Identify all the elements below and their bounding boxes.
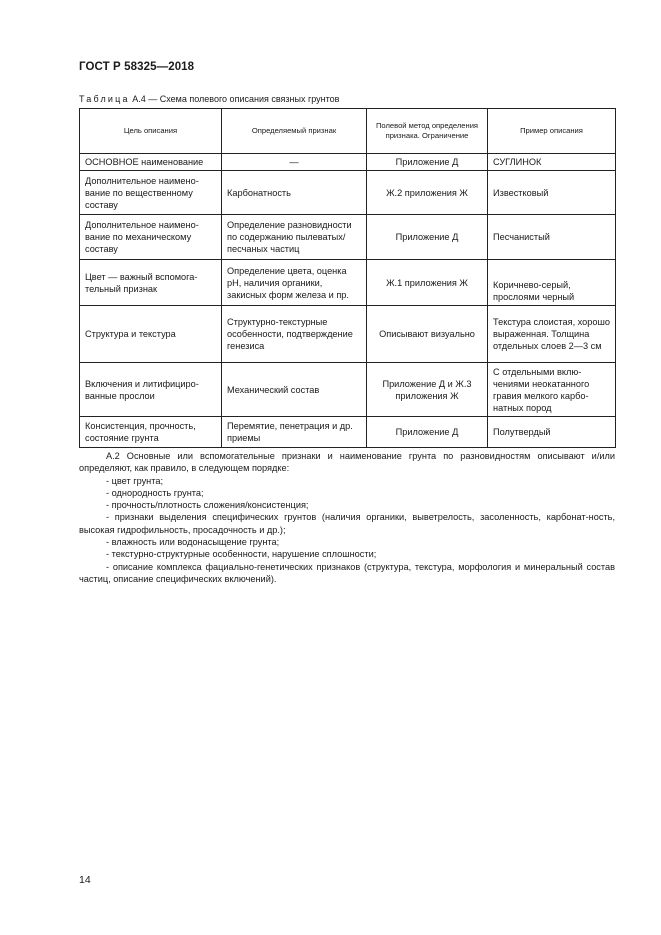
list-item: - влажность или водонасыщение грунта; [106, 537, 280, 548]
list-item: - однородность грунта; [106, 487, 204, 498]
table-row [80, 417, 616, 448]
table-cell: Структурно-текстурные особенности, подтверждение генезиса [222, 306, 367, 363]
table-row [80, 306, 616, 363]
list-item: - описание комплекса фациально-генетических признаков (структура, текстура, морфология и минеральный состав частиц, описание специфических включений). [79, 561, 615, 584]
column-header: Цель описания [80, 109, 222, 154]
paragraph-intro: А.2 Основные или вспомогательные признаки и наименование грунта по разновидностям описывают и/или определяют, как правило, в следующем порядке: [79, 451, 615, 474]
table-cell: СУГЛИНОК [488, 154, 616, 171]
table-row [80, 154, 616, 171]
table-cell: Дополнительное наимено-вание по механическому составу [80, 215, 222, 260]
table-cell: Структура и текстура [80, 306, 222, 363]
table-cell: Описывают визуально [367, 306, 488, 363]
table-cell: Консистенция, прочность, состояние грунта [80, 417, 222, 448]
table-cell: Полутвердый [488, 417, 616, 448]
table-cell: — [222, 154, 367, 171]
table-row [80, 215, 616, 260]
table-cell: Включения и литифициро-ванные прослои [80, 363, 222, 417]
list-item: - прочность/плотность сложения/консистенция; [106, 500, 309, 511]
table-row [80, 171, 616, 215]
table-cell: Определение разновидности по содержанию пылеватых/ песчаных частиц [222, 215, 367, 260]
column-header: Полевой метод определения признака. Ограничение [367, 109, 488, 154]
table-cell: Карбонатность [222, 171, 367, 215]
table-row [80, 363, 616, 417]
caption-text: — Схема полевого описания связных грунтов [148, 94, 340, 104]
table-cell: Приложение Д [367, 215, 488, 260]
field-description-table [79, 108, 616, 448]
table-caption [79, 94, 339, 104]
column-header: Определяемый признак [222, 109, 367, 154]
table-cell: Механический состав [222, 363, 367, 417]
table-cell: Цвет — важный вспомога-тельный признак [80, 260, 222, 306]
table-cell: Известковый [488, 171, 616, 215]
list-item: - текстурно-структурные особенности, нарушение сплошности; [106, 549, 377, 560]
table-row [80, 260, 616, 306]
list-item: - признаки выделения специфических грунтов (наличия органики, выветрелость, засоленность, карбонат-ность, высокая гидрофильность, просадочность и др.); [79, 512, 615, 535]
table-cell: Дополнительное наимено-вание по вещественному составу [80, 171, 222, 215]
caption-number: А.4 [132, 94, 146, 104]
table-cell: Приложение Д и Ж.3 приложения Ж [367, 363, 488, 417]
table-cell: ОСНОВНОЕ наименование [80, 154, 222, 171]
list-item: - цвет грунта; [106, 475, 164, 486]
body-text [79, 450, 615, 585]
table-cell: С отдельными вклю-чениями неокатанного гравия мелкого карбо-натных пород [488, 363, 616, 417]
table-cell: Ж.1 приложения Ж [367, 260, 488, 306]
table-cell: Приложение Д [367, 417, 488, 448]
table-cell: Коричнево-серый, прослоями черный [488, 260, 616, 306]
table-cell: Определение цвета, оценка рН, наличия органики, закисных форм железа и пр. [222, 260, 367, 306]
table-header-row [80, 109, 616, 154]
table-cell: Перемятие, пенетрация и др. приемы [222, 417, 367, 448]
table-cell: Песчанистый [488, 215, 616, 260]
table-cell: Приложение Д [367, 154, 488, 171]
caption-prefix: Таблица [79, 94, 130, 104]
page-number: 14 [79, 874, 91, 886]
table-cell: Текстура слоистая, хорошо выраженная. Толщина отдельных слоев 2—3 см [488, 306, 616, 363]
column-header: Пример описания [488, 109, 616, 154]
document-header: ГОСТ Р 58325—2018 [79, 61, 195, 73]
table-cell: Ж.2 приложения Ж [367, 171, 488, 215]
